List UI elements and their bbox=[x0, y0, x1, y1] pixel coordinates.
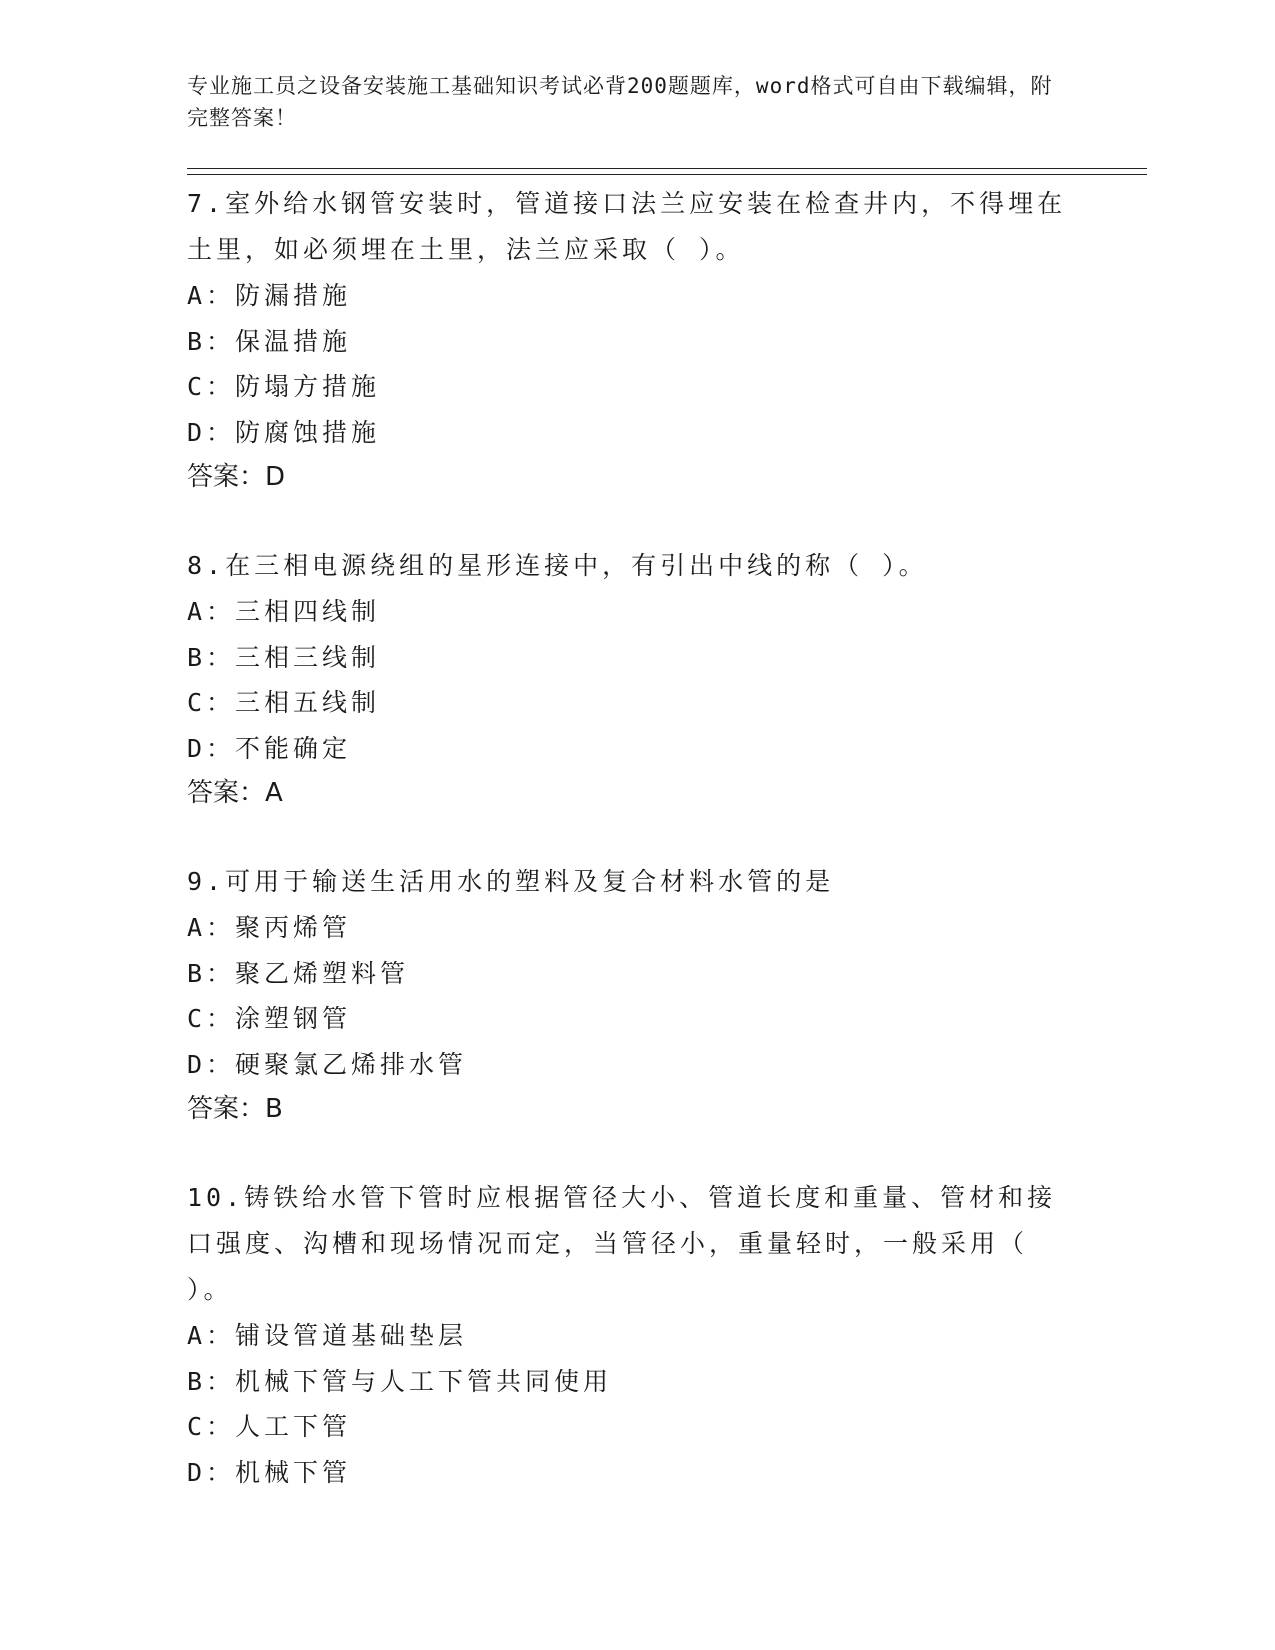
question-8 bbox=[187, 543, 1147, 816]
option-d: D：防腐蚀措施 bbox=[187, 417, 381, 447]
answer-line: 答案：A bbox=[187, 778, 283, 808]
option-a: A：铺设管道基础垫层 bbox=[187, 1321, 468, 1350]
document-page bbox=[187, 70, 1147, 1495]
question-stem: 8.在三相电源绕组的星形连接中，有引出中线的称（ ）。 bbox=[187, 551, 928, 580]
question-stem: 10.铸铁给水管下管时应根据管径大小、管道长度和重量、管材和接口强度、沟槽和现场情况而定，当管径小，重量轻时，一般采用（ ）。 bbox=[187, 1183, 1057, 1304]
question-7 bbox=[187, 181, 1147, 500]
option-b: B：聚乙烯塑料管 bbox=[187, 958, 410, 988]
option-a: A：聚丙烯管 bbox=[187, 913, 352, 942]
option-c: C：人工下管 bbox=[187, 1412, 352, 1441]
option-d: D：机械下管 bbox=[187, 1457, 352, 1487]
document-header: 专业施工员之设备安装施工基础知识考试必背200题题库，word格式可自由下载编辑，附完整答案！ bbox=[187, 74, 1053, 130]
option-a: A：防漏措施 bbox=[187, 281, 352, 310]
question-stem: 7.室外给水钢管安装时，管道接口法兰应安装在检查井内，不得埋在土里，如必须埋在土里，法兰应采取（ ）。 bbox=[187, 189, 1067, 264]
option-b: B：保温措施 bbox=[187, 326, 352, 356]
question-9 bbox=[187, 859, 1147, 1132]
option-a: A：三相四线制 bbox=[187, 597, 381, 626]
option-d: D：硬聚氯乙烯排水管 bbox=[187, 1049, 468, 1079]
question-10 bbox=[187, 1175, 1147, 1495]
option-d: D：不能确定 bbox=[187, 733, 352, 763]
header-double-rule bbox=[187, 168, 1147, 175]
answer-line: 答案：B bbox=[187, 1094, 283, 1124]
option-b: B：三相三线制 bbox=[187, 642, 381, 672]
question-stem: 9.可用于输送生活用水的塑料及复合材料水管的是 bbox=[187, 867, 835, 896]
option-b: B：机械下管与人工下管共同使用 bbox=[187, 1366, 613, 1396]
option-c: C：涂塑钢管 bbox=[187, 1004, 352, 1033]
option-c: C：三相五线制 bbox=[187, 688, 381, 717]
answer-line: 答案：D bbox=[187, 462, 286, 492]
option-c: C：防塌方措施 bbox=[187, 372, 381, 401]
